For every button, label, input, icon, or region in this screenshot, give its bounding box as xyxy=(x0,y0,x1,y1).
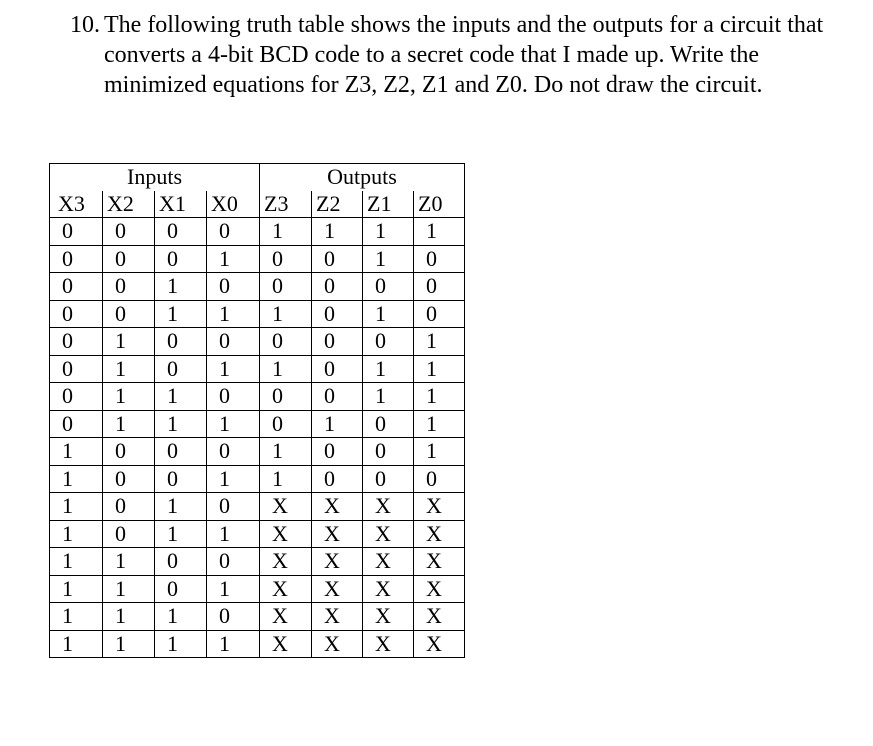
table-cell: 1 xyxy=(207,465,260,493)
table-cell: 1 xyxy=(207,245,260,273)
table-cell: 0 xyxy=(312,245,363,273)
question-number: 10. xyxy=(70,12,100,38)
table-cell: 0 xyxy=(207,218,260,246)
table-cell: 0 xyxy=(50,328,103,356)
table-cell: 0 xyxy=(103,493,155,521)
column-header: Z1 xyxy=(363,191,414,218)
table-row xyxy=(50,355,465,383)
table-cell: 0 xyxy=(155,328,207,356)
question xyxy=(70,10,860,100)
table-cell: 1 xyxy=(363,300,414,328)
table-cell: 1 xyxy=(414,438,465,466)
table-cell: X xyxy=(312,548,363,576)
table-row xyxy=(50,383,465,411)
table-cell: 1 xyxy=(50,575,103,603)
table-row xyxy=(50,218,465,246)
table-cell: 1 xyxy=(155,630,207,658)
column-header: X0 xyxy=(207,191,260,218)
table-cell: X xyxy=(363,520,414,548)
table-cell: X xyxy=(414,493,465,521)
question-text: The following truth table shows the inputs and the outputs for a circuit that converts a 4-bit BCD code to a secret code that I made up. Write the minimized equations for Z3, Z2, Z1 and Z0. Do not draw the circuit. xyxy=(104,12,824,98)
table-cell: 0 xyxy=(50,355,103,383)
table-cell: 0 xyxy=(260,328,312,356)
table-cell: 1 xyxy=(363,245,414,273)
table-cell: 1 xyxy=(155,603,207,631)
table-cell: 1 xyxy=(207,630,260,658)
table-cell: X xyxy=(260,603,312,631)
table-cell: 1 xyxy=(414,328,465,356)
table-row xyxy=(50,300,465,328)
table-cell: 0 xyxy=(312,300,363,328)
table-cell: 0 xyxy=(103,465,155,493)
table-cell: 1 xyxy=(260,465,312,493)
table-cell: 0 xyxy=(155,548,207,576)
table-cell: 0 xyxy=(103,438,155,466)
table-cell: X xyxy=(312,520,363,548)
table-cell: 1 xyxy=(363,218,414,246)
table-cell: 0 xyxy=(207,493,260,521)
table-cell: 0 xyxy=(155,575,207,603)
table-cell: 0 xyxy=(50,383,103,411)
column-header: X3 xyxy=(50,191,103,218)
table-cell: 1 xyxy=(260,218,312,246)
table-cell: 0 xyxy=(50,218,103,246)
table-cell: 1 xyxy=(207,410,260,438)
table-row xyxy=(50,520,465,548)
table-cell: 1 xyxy=(103,575,155,603)
table-cell: 0 xyxy=(414,273,465,301)
table-cell: X xyxy=(260,548,312,576)
table-cell: 1 xyxy=(312,410,363,438)
table-cell: 1 xyxy=(414,355,465,383)
table-cell: 1 xyxy=(414,410,465,438)
table-cell: X xyxy=(363,603,414,631)
table-cell: 0 xyxy=(50,245,103,273)
table-cell: 1 xyxy=(155,493,207,521)
table-row xyxy=(50,603,465,631)
table-cell: X xyxy=(414,548,465,576)
table-cell: 1 xyxy=(155,410,207,438)
table-cell: X xyxy=(312,493,363,521)
table-cell: 1 xyxy=(103,410,155,438)
table-cell: 1 xyxy=(155,520,207,548)
table-cell: 1 xyxy=(50,548,103,576)
table-cell: 0 xyxy=(414,300,465,328)
table-cell: X xyxy=(312,630,363,658)
table-cell: 1 xyxy=(50,438,103,466)
table-cell: 1 xyxy=(50,493,103,521)
table-cell: 1 xyxy=(103,630,155,658)
table-cell: 0 xyxy=(414,465,465,493)
table-row xyxy=(50,465,465,493)
table-cell: 0 xyxy=(103,300,155,328)
table-cell: 0 xyxy=(50,300,103,328)
table-cell: 0 xyxy=(50,410,103,438)
table-cell: 0 xyxy=(312,465,363,493)
table-cell: 0 xyxy=(155,438,207,466)
table-cell: 0 xyxy=(363,273,414,301)
table-cell: 0 xyxy=(260,245,312,273)
table-cell: 1 xyxy=(260,355,312,383)
table-cell: 0 xyxy=(260,383,312,411)
table-row xyxy=(50,575,465,603)
table-cell: 1 xyxy=(103,383,155,411)
table-row xyxy=(50,630,465,658)
table-cell: 0 xyxy=(312,355,363,383)
column-header: X1 xyxy=(155,191,207,218)
table-cell: 0 xyxy=(103,245,155,273)
table-cell: 1 xyxy=(50,630,103,658)
table-row xyxy=(50,410,465,438)
table-cell: X xyxy=(363,575,414,603)
table-cell: 0 xyxy=(312,438,363,466)
table-cell: 1 xyxy=(103,328,155,356)
table-cell: X xyxy=(363,493,414,521)
table-cell: 0 xyxy=(207,438,260,466)
table-cell: 0 xyxy=(103,218,155,246)
table-cell: 0 xyxy=(207,383,260,411)
table-cell: 0 xyxy=(207,328,260,356)
table-cell: 1 xyxy=(260,438,312,466)
table-cell: 0 xyxy=(207,548,260,576)
table-cell: 1 xyxy=(50,465,103,493)
table-row xyxy=(50,493,465,521)
table-cell: X xyxy=(414,603,465,631)
table-cell: X xyxy=(363,548,414,576)
table-cell: 1 xyxy=(363,383,414,411)
truth-table xyxy=(49,163,465,658)
table-cell: X xyxy=(260,630,312,658)
table-cell: 0 xyxy=(312,383,363,411)
table-cell: 0 xyxy=(155,218,207,246)
table-row xyxy=(50,328,465,356)
table-cell: 1 xyxy=(260,300,312,328)
table-cell: 0 xyxy=(207,603,260,631)
table-cell: X xyxy=(260,520,312,548)
table-cell: 1 xyxy=(50,603,103,631)
table-cell: 0 xyxy=(312,273,363,301)
table-cell: 0 xyxy=(312,328,363,356)
table-cell: 1 xyxy=(155,300,207,328)
column-header: X2 xyxy=(103,191,155,218)
table-cell: 0 xyxy=(103,520,155,548)
table-cell: X xyxy=(414,520,465,548)
table-cell: 1 xyxy=(363,355,414,383)
table-cell: 1 xyxy=(207,300,260,328)
table-cell: 0 xyxy=(155,245,207,273)
table-row xyxy=(50,273,465,301)
group-header-row xyxy=(50,164,465,191)
table-cell: X xyxy=(260,493,312,521)
table-cell: 0 xyxy=(103,273,155,301)
column-header-row xyxy=(50,191,465,218)
table-cell: 0 xyxy=(363,465,414,493)
table-cell: 1 xyxy=(103,603,155,631)
table-cell: 1 xyxy=(103,548,155,576)
table-cell: 0 xyxy=(260,273,312,301)
table-cell: X xyxy=(260,575,312,603)
table-cell: 1 xyxy=(207,520,260,548)
column-header: Z3 xyxy=(260,191,312,218)
table-cell: X xyxy=(312,603,363,631)
table-cell: 0 xyxy=(260,410,312,438)
table-row xyxy=(50,245,465,273)
table-cell: 1 xyxy=(414,383,465,411)
table-cell: 1 xyxy=(50,520,103,548)
table-cell: 1 xyxy=(207,355,260,383)
table-cell: 0 xyxy=(414,245,465,273)
inputs-header: Inputs xyxy=(50,164,260,191)
table-cell: 1 xyxy=(155,273,207,301)
table-row xyxy=(50,548,465,576)
table-cell: 0 xyxy=(50,273,103,301)
table-cell: 1 xyxy=(103,355,155,383)
table-cell: X xyxy=(363,630,414,658)
column-header: Z2 xyxy=(312,191,363,218)
table-cell: 1 xyxy=(414,218,465,246)
table-row xyxy=(50,438,465,466)
table-cell: 0 xyxy=(155,465,207,493)
table-cell: X xyxy=(312,575,363,603)
table-cell: 0 xyxy=(155,355,207,383)
outputs-header: Outputs xyxy=(260,164,465,191)
column-header: Z0 xyxy=(414,191,465,218)
table-cell: X xyxy=(414,630,465,658)
table-cell: 0 xyxy=(207,273,260,301)
table-cell: 1 xyxy=(155,383,207,411)
table-cell: X xyxy=(414,575,465,603)
truth-table-body xyxy=(50,218,465,658)
table-cell: 1 xyxy=(312,218,363,246)
table-cell: 1 xyxy=(207,575,260,603)
table-cell: 0 xyxy=(363,438,414,466)
table-cell: 0 xyxy=(363,410,414,438)
table-cell: 0 xyxy=(363,328,414,356)
